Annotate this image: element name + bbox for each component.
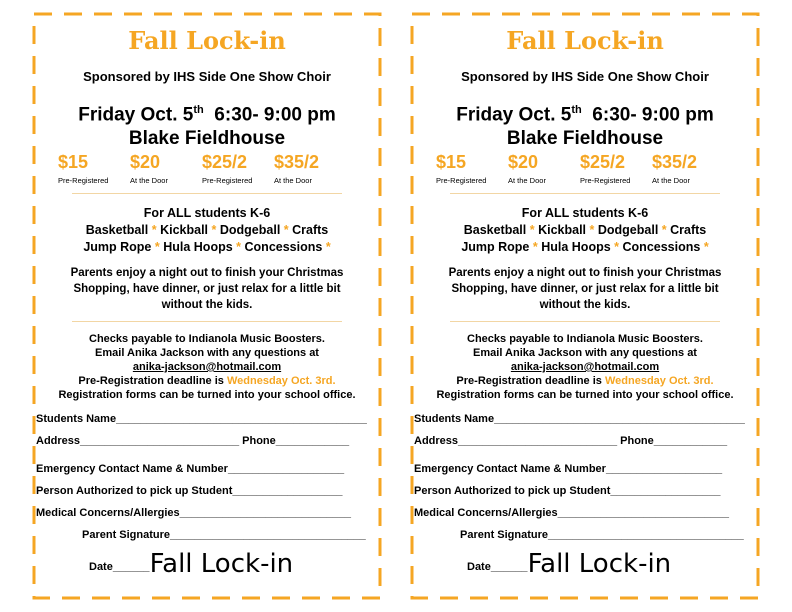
star-separator: * xyxy=(151,223,157,237)
activity-concessions: Concessions xyxy=(244,240,323,254)
activity-kickball: Kickball xyxy=(160,223,209,237)
flyer-title: Fall Lock-in xyxy=(506,26,664,55)
event-date xyxy=(410,104,760,126)
star-separator: * xyxy=(703,240,709,254)
divider xyxy=(450,193,720,194)
date-suffix: th xyxy=(193,104,204,116)
flyer-right xyxy=(410,12,760,600)
star-separator: * xyxy=(236,240,242,254)
activity-kickball: Kickball xyxy=(538,223,587,237)
divider xyxy=(450,321,720,322)
medical-concerns-field[interactable]: Medical Concerns/Allergies____________________________ xyxy=(414,507,729,519)
price-item xyxy=(130,152,206,185)
forms-note: Registration forms can be turned into your school office. xyxy=(58,389,356,401)
activities-line-1 xyxy=(32,223,382,237)
date-suffix: th xyxy=(571,104,582,116)
price-amount: $20 xyxy=(130,152,161,172)
divider xyxy=(72,193,342,194)
price-item xyxy=(508,152,584,185)
handwritten-title: Fall Lock-in xyxy=(149,549,294,579)
price-label: Pre-Registered xyxy=(58,176,109,185)
deadline-line xyxy=(32,375,382,387)
price-amount: $20 xyxy=(508,152,539,172)
parents-line: Parents enjoy a night out to finish your Christmas xyxy=(448,267,722,279)
checks-line: Checks payable to Indianola Music Boosters. xyxy=(89,333,325,345)
price-item xyxy=(202,152,278,185)
parent-signature-field[interactable]: Parent Signature________________________________ xyxy=(82,529,366,541)
authorized-pickup-field[interactable]: Person Authorized to pick up Student__________________ xyxy=(414,485,721,497)
address-phone-field[interactable]: Address__________________________ Phone____________ xyxy=(36,435,350,447)
price-label: At the Door xyxy=(652,176,690,185)
deadline-label: Pre-Registration deadline is xyxy=(456,375,602,387)
star-separator: * xyxy=(211,223,217,237)
flyer-title: Fall Lock-in xyxy=(128,26,286,55)
deadline-date: Wednesday Oct. 3rd. xyxy=(604,375,714,387)
parents-line: Shopping, have dinner, or just relax for a little bit xyxy=(451,283,719,295)
price-label: At the Door xyxy=(130,176,168,185)
star-separator: * xyxy=(154,240,160,254)
activities-line-2 xyxy=(410,240,760,254)
parents-line: without the kids. xyxy=(539,299,631,311)
activities-line-1 xyxy=(410,223,760,237)
forms-note: Registration forms can be turned into your school office. xyxy=(436,389,734,401)
star-separator: * xyxy=(661,223,667,237)
price-item xyxy=(274,152,350,185)
price-item xyxy=(652,152,728,185)
star-separator: * xyxy=(614,240,620,254)
activity-dodgeball: Dodgeball xyxy=(597,223,659,237)
event-time: 6:30- 9:00 pm xyxy=(592,104,714,126)
star-separator: * xyxy=(283,223,289,237)
email-link[interactable]: anika-jackson@hotmail.com xyxy=(510,361,660,373)
parents-line: Parents enjoy a night out to finish your Christmas xyxy=(70,267,344,279)
sponsor-line: Sponsored by IHS Side One Show Choir xyxy=(461,69,709,84)
flyer-left xyxy=(32,12,382,600)
email-line: Email Anika Jackson with any questions at xyxy=(473,347,697,359)
activity-basketball: Basketball xyxy=(463,223,527,237)
audience-line: For ALL students K-6 xyxy=(521,206,649,220)
handwritten-title: Fall Lock-in xyxy=(527,549,672,579)
email-link[interactable]: anika-jackson@hotmail.com xyxy=(132,361,282,373)
activity-crafts: Crafts xyxy=(292,223,329,237)
date-text: Friday Oct. 5 xyxy=(456,104,572,126)
price-amount: $15 xyxy=(436,152,467,172)
date-field[interactable] xyxy=(89,547,293,577)
students-name-field[interactable]: Students Name_________________________________________ xyxy=(414,413,745,425)
price-label: At the Door xyxy=(508,176,546,185)
sponsor-line: Sponsored by IHS Side One Show Choir xyxy=(83,69,331,84)
parents-line: Shopping, have dinner, or just relax for a little bit xyxy=(73,283,341,295)
medical-concerns-field[interactable]: Medical Concerns/Allergies____________________________ xyxy=(36,507,351,519)
price-item xyxy=(436,152,512,185)
star-separator: * xyxy=(529,223,535,237)
price-amount: $25/2 xyxy=(202,152,248,172)
address-phone-field[interactable]: Address__________________________ Phone____________ xyxy=(414,435,728,447)
activities-line-2 xyxy=(32,240,382,254)
deadline-line xyxy=(410,375,760,387)
activity-jump-rope: Jump Rope xyxy=(461,240,530,254)
emergency-contact-field[interactable]: Emergency Contact Name & Number___________________ xyxy=(414,463,723,475)
star-separator: * xyxy=(589,223,595,237)
date-label: Date______ xyxy=(89,561,150,573)
event-venue: Blake Fieldhouse xyxy=(128,128,286,149)
price-amount: $35/2 xyxy=(274,152,320,172)
activity-crafts: Crafts xyxy=(670,223,707,237)
deadline-date: Wednesday Oct. 3rd. xyxy=(226,375,336,387)
deadline-label: Pre-Registration deadline is xyxy=(78,375,224,387)
emergency-contact-field[interactable]: Emergency Contact Name & Number___________________ xyxy=(36,463,345,475)
email-line: Email Anika Jackson with any questions at xyxy=(95,347,319,359)
date-label: Date______ xyxy=(467,561,528,573)
audience-line: For ALL students K-6 xyxy=(143,206,271,220)
activity-concessions: Concessions xyxy=(622,240,701,254)
star-separator: * xyxy=(532,240,538,254)
price-amount: $25/2 xyxy=(580,152,626,172)
activity-jump-rope: Jump Rope xyxy=(83,240,152,254)
price-label: Pre-Registered xyxy=(202,176,253,185)
event-venue: Blake Fieldhouse xyxy=(506,128,664,149)
activity-dodgeball: Dodgeball xyxy=(219,223,281,237)
activity-hula-hoops: Hula Hoops xyxy=(541,240,611,254)
price-item xyxy=(580,152,656,185)
event-date xyxy=(32,104,382,126)
students-name-field[interactable]: Students Name_________________________________________ xyxy=(36,413,367,425)
star-separator: * xyxy=(325,240,331,254)
checks-line: Checks payable to Indianola Music Boosters. xyxy=(467,333,703,345)
price-amount: $15 xyxy=(58,152,89,172)
price-amount: $35/2 xyxy=(652,152,698,172)
price-label: Pre-Registered xyxy=(580,176,631,185)
activity-basketball: Basketball xyxy=(85,223,149,237)
parent-signature-field[interactable]: Parent Signature________________________________ xyxy=(460,529,744,541)
price-label: At the Door xyxy=(274,176,312,185)
price-item xyxy=(58,152,134,185)
divider xyxy=(72,321,342,322)
event-time: 6:30- 9:00 pm xyxy=(214,104,336,126)
authorized-pickup-field[interactable]: Person Authorized to pick up Student__________________ xyxy=(36,485,343,497)
activity-hula-hoops: Hula Hoops xyxy=(163,240,233,254)
date-text: Friday Oct. 5 xyxy=(78,104,194,126)
parents-line: without the kids. xyxy=(161,299,253,311)
price-label: Pre-Registered xyxy=(436,176,487,185)
date-field[interactable] xyxy=(467,547,671,577)
